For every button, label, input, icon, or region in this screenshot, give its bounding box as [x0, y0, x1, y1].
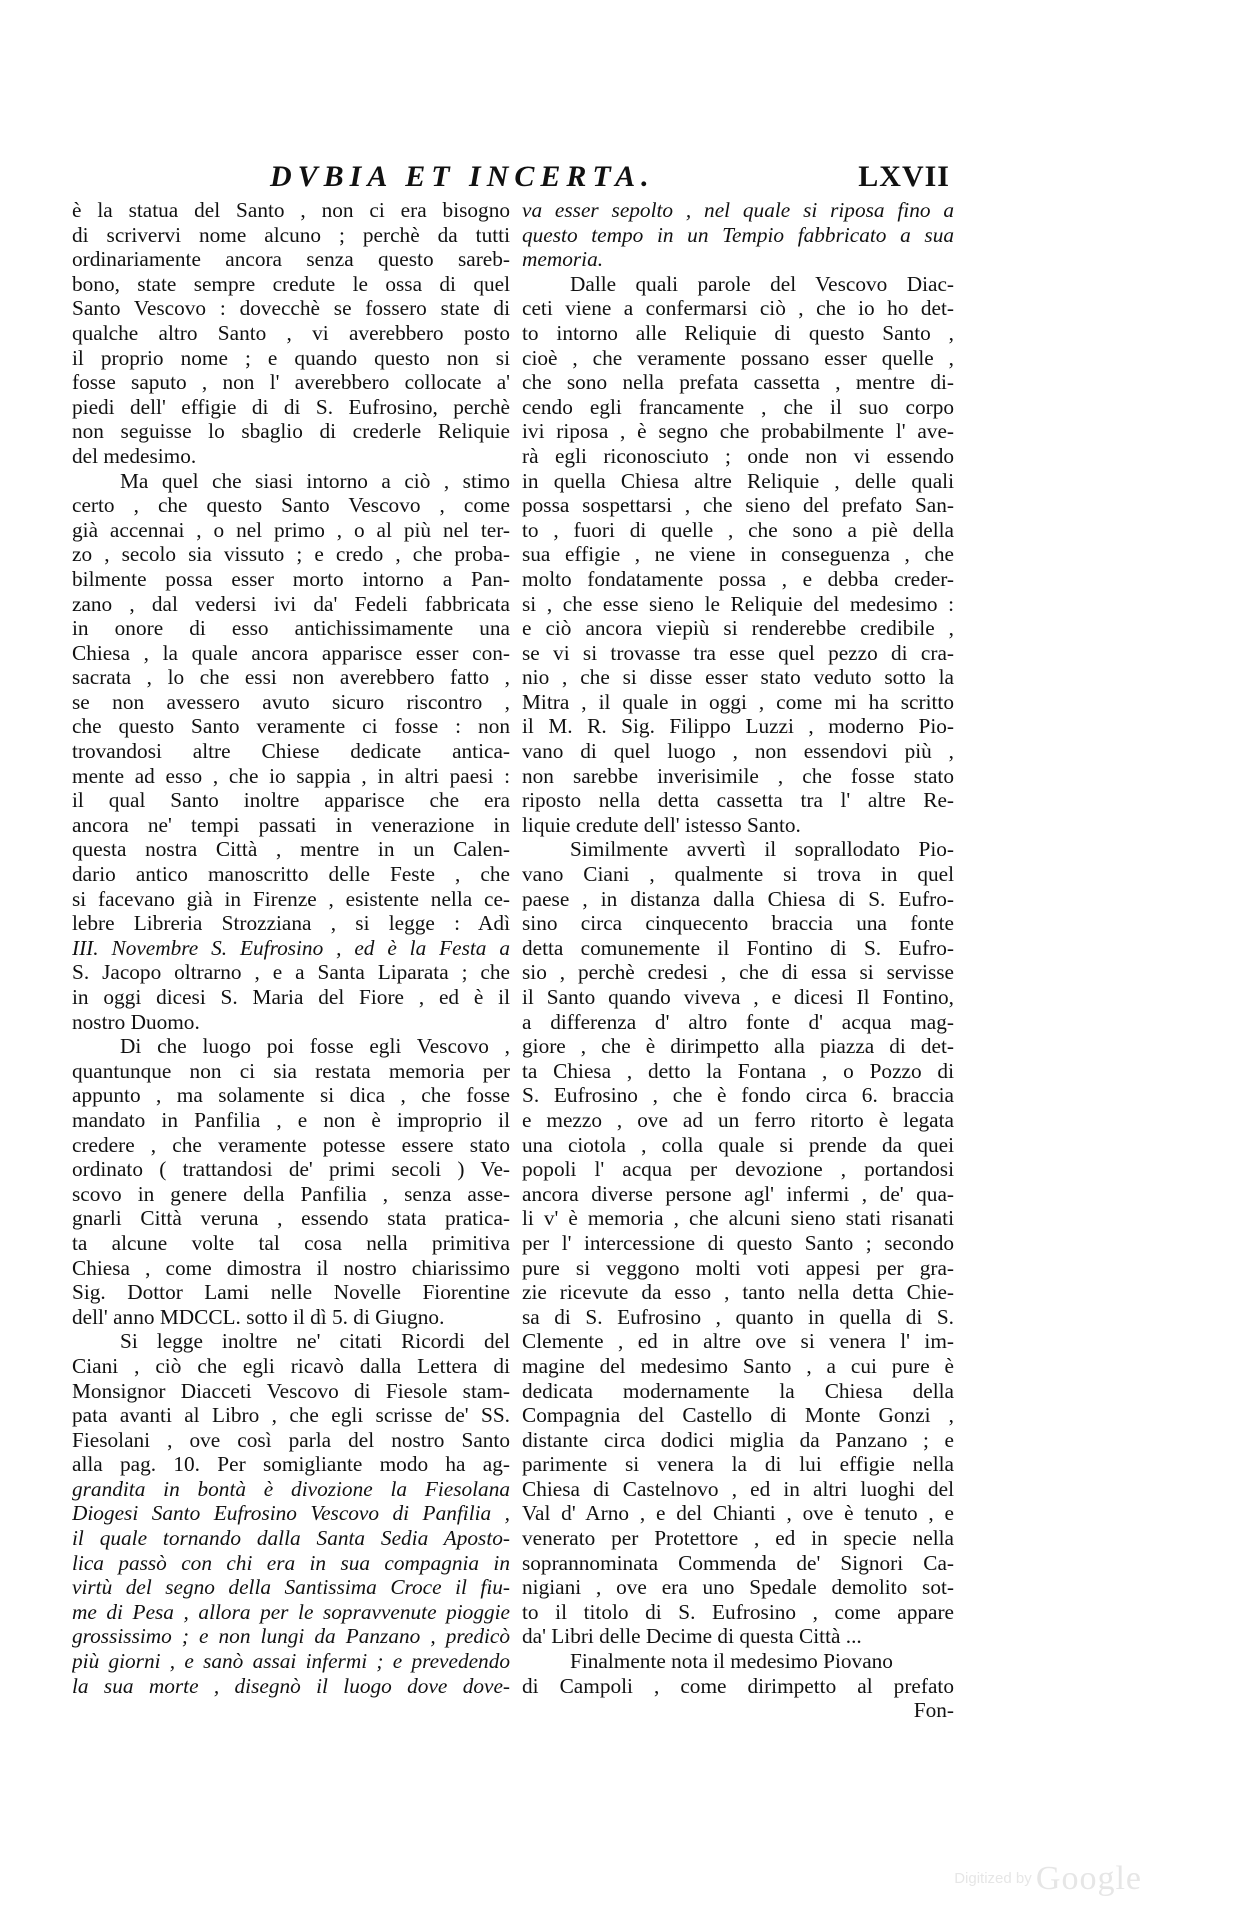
text-line: e mezzo , ove ad un ferro ritorto è legata	[522, 1107, 954, 1132]
text-line: grandita in bontà è divozione la Fiesolana	[72, 1476, 510, 1501]
text-line: se non avessero avuto sicuro riscontro ,	[72, 689, 510, 714]
text-line: ancora ne' tempi passati in venerazione in	[72, 812, 510, 837]
text-line: Santo Vescovo : dovecchè se fossero state di	[72, 296, 510, 321]
text-line: Si legge inoltre ne' citati Ricordi del	[120, 1329, 510, 1354]
text-line: più giorni , e sanò assai infermi ; e prevedendo	[72, 1649, 510, 1674]
text-line: Sig. Dottor Lami nelle Novelle Fiorentine	[72, 1280, 510, 1305]
text-line: Finalmente nota il medesimo Piovano	[570, 1649, 893, 1674]
page-header	[270, 160, 950, 200]
text-line: questa nostra Città , mentre in un Calen-	[72, 837, 510, 862]
text-line: dedicata modernamente la Chiesa della	[522, 1378, 954, 1403]
text-line: Ma quel che siasi intorno a ciò , stimo	[120, 468, 510, 493]
text-line: parimente si venera la di lui effigie nella	[522, 1452, 954, 1477]
text-line: Clemente , ed in altre ove si venera l' im-	[522, 1329, 954, 1354]
text-line: scovo in genere della Panfilia , senza asse-	[72, 1181, 510, 1206]
text-line: Diogesi Santo Eufrosino Vescovo di Panfilia ,	[72, 1501, 510, 1526]
text-line: Fon-	[913, 1698, 954, 1723]
text-line: va esser sepolto , nel quale si riposa fino a	[522, 198, 954, 222]
text-line: zano , dal vedersi ivi da' Fedeli fabbricata	[72, 591, 510, 616]
running-title: DVBIA ET INCERTA.	[270, 160, 655, 193]
text-line: questo tempo in un Tempio fabbricato a sua	[522, 222, 954, 247]
text-line: il M. R. Sig. Filippo Luzzi , moderno Pio-	[522, 714, 954, 739]
text-line: magine del medesimo Santo , a cui pure è	[522, 1353, 954, 1378]
text-line: mente ad esso , che io sappia , in altri paesi :	[72, 763, 510, 788]
text-line: il quale tornando dalla Santa Sedia Aposto-	[72, 1526, 510, 1551]
text-line: paese , in distanza dalla Chiesa di S. Eufro-	[522, 886, 954, 911]
text-line: Dalle quali parole del Vescovo Diac-	[570, 271, 954, 296]
text-line: vano Ciani , qualmente si trova in quel	[522, 862, 954, 887]
text-line: e ciò ancora viepiù si renderebbe credibile ,	[522, 616, 954, 641]
text-line: detta comunemente il Fontino di S. Eufro-	[522, 935, 954, 960]
text-line: popoli l' acqua per devozione , portandosi	[522, 1157, 954, 1182]
text-line: Ciani , ciò che egli ricavò dalla Lettera di	[72, 1353, 510, 1378]
text-line: to , fuori di quelle , che sono a piè della	[522, 517, 954, 542]
text-line: bilmente possa esser morto intorno a Pan-	[72, 566, 510, 591]
text-line: ivi riposa , è segno che probabilmente l' ave-	[522, 419, 954, 444]
text-line: quantunque non ci sia restata memoria per	[72, 1058, 510, 1083]
watermark-brand: Google	[1035, 1860, 1142, 1897]
text-line: soprannominata Commenda de' Signori Ca-	[522, 1550, 954, 1575]
text-line: di scrivervi nome alcuno ; perchè da tutti	[72, 222, 510, 247]
text-line: Chiesa , come dimostra il nostro chiarissimo	[72, 1255, 510, 1280]
text-line: si facevano già in Firenze , esistente nella ce-	[72, 886, 510, 911]
text-line: Similmente avvertì il soprallodato Pio-	[570, 837, 954, 862]
text-line: virtù del segno della Santissima Croce il fiu-	[72, 1575, 510, 1600]
text-line: il qual Santo inoltre apparisce che era	[72, 788, 510, 813]
text-line: non sarebbe inverisimile , che fosse stato	[522, 763, 954, 788]
text-line: del medesimo.	[72, 443, 197, 468]
text-line: in oggi dicesi S. Maria del Fiore , ed è il	[72, 985, 510, 1009]
text-line: ta Chiesa , detto la Fontana , o Pozzo di	[522, 1058, 954, 1083]
text-line: possa sospettarsi , che sieno del prefato San-	[522, 493, 954, 518]
text-line: sino circa cinquecento braccia una fonte	[522, 911, 954, 936]
watermark-prefix: Digitized by	[954, 1869, 1032, 1887]
text-line: certo , che questo Santo Vescovo , come	[72, 493, 510, 518]
text-line: mandato in Panfilia , e non è improprio il	[72, 1107, 510, 1132]
text-line: to il titolo di S. Eufrosino , come appare	[522, 1599, 954, 1624]
text-line: distante circa dodici miglia da Panzano ; e	[522, 1427, 954, 1452]
text-line: Fiesolani , ove così parla del nostro Santo	[72, 1427, 510, 1452]
text-line: la sua morte , disegnò il luogo dove dove-	[72, 1673, 510, 1698]
text-line: gnarli Città veruna , essendo stata pratica-	[72, 1206, 510, 1231]
text-line: zo , secolo sia vissuto ; e credo , che proba-	[72, 542, 510, 567]
text-line: zie ricevute da esso , tanto nella detta Chie-	[522, 1280, 954, 1305]
digitization-watermark	[954, 1860, 1142, 1898]
text-line: il Santo quando viveva , e dicesi Il Fontino,	[522, 985, 954, 1009]
text-line: III. Novembre S. Eufrosino , ed è la Festa a	[72, 935, 510, 960]
text-line: memoria.	[522, 247, 604, 272]
text-line: venerato per Protettore , ed in specie nella	[522, 1526, 954, 1551]
text-line: giore , che è dirimpetto alla piazza di det-	[522, 1034, 954, 1059]
text-line: per l' intercessione di questo Santo ; secondo	[522, 1230, 954, 1255]
text-line: ta alcune volte tal cosa nella primitiva	[72, 1230, 510, 1255]
text-line: Compagnia del Castello di Monte Gonzi ,	[522, 1403, 954, 1428]
text-line: grossissimo ; e non lungi da Panzano , predicò	[72, 1624, 510, 1649]
text-line: sua effigie , ne viene in conseguenza , che	[522, 542, 954, 567]
text-line: che sono nella prefata cassetta , mentre di-	[522, 370, 954, 395]
text-line: già accennai , o nel primo , o al più nel ter-	[72, 517, 510, 542]
text-line: una ciotola , colla quale si prende da quei	[522, 1132, 954, 1157]
text-line: Val d' Arno , e del Chianti , ove è tenuto , e	[522, 1501, 954, 1526]
text-line: non seguisse lo sbaglio di crederle Reliquie	[72, 419, 510, 444]
text-line: ancora diverse persone agl' infermi , de' qua-	[522, 1181, 954, 1206]
text-line: riposto nella detta cassetta tra l' altre Re-	[522, 788, 954, 813]
text-line: dario antico manoscritto delle Feste , che	[72, 862, 510, 887]
text-line: da' Libri delle Decime di questa Città ...	[522, 1624, 862, 1649]
text-line: credere , che veramente potesse essere stato	[72, 1132, 510, 1157]
text-line: dell' anno MDCCL. sotto il dì 5. di Giugno.	[72, 1304, 445, 1329]
text-line: cioè , che veramente possano esser quelle ,	[522, 345, 954, 370]
text-line: alla pag. 10. Per somigliante modo ha ag-	[72, 1452, 510, 1477]
text-line: che questo Santo veramente ci fosse : non	[72, 714, 510, 739]
text-line: a differenza d' altro fonte d' acqua mag-	[522, 1009, 954, 1034]
text-line: in onore di esso antichissimamente una	[72, 616, 510, 641]
text-line: nigiani , ove era uno Spedale demolito sot-	[522, 1575, 954, 1600]
text-line: trovandosi altre Chiese dedicate antica-	[72, 739, 510, 764]
text-line: sio , perchè credesi , che di essa si servisse	[522, 960, 954, 985]
left-text-column	[72, 198, 510, 1698]
text-line: ordinariamente ancora senza questo sareb-	[72, 247, 510, 272]
text-line: nio , che si disse esser stato veduto sotto la	[522, 665, 954, 690]
text-line: piedi dell' effigie di di S. Eufrosino, perchè	[72, 394, 510, 419]
text-line: vano di quel luogo , non essendovi più ,	[522, 739, 954, 764]
text-line: sacrata , lo che essi non averebbero fatto ,	[72, 665, 510, 690]
text-line: Di che luogo poi fosse egli Vescovo ,	[120, 1034, 510, 1059]
text-line: rà egli riconosciuto ; onde non vi essendo	[522, 443, 954, 468]
text-line: si , che esse sieno le Reliquie del medesimo :	[522, 591, 954, 616]
text-line: se vi si trovasse tra esse quel pezzo di cra-	[522, 640, 954, 665]
text-line: Mitra , il quale in oggi , come mi ha scritto	[522, 689, 954, 714]
right-text-column	[522, 198, 954, 1723]
text-line: Monsignor Diacceti Vescovo di Fiesole stam-	[72, 1378, 510, 1403]
text-line: in quella Chiesa altre Reliquie , delle quali	[522, 468, 954, 493]
text-line: Chiesa di Castelnovo , ed in altri luoghi del	[522, 1476, 954, 1501]
text-line: cendo egli francamente , che il suo corpo	[522, 394, 954, 419]
text-line: qualche altro Santo , vi averebbero posto	[72, 320, 510, 345]
text-line: è la statua del Santo , non ci era bisogno	[72, 198, 510, 222]
text-line: to intorno alle Reliquie di questo Santo ,	[522, 320, 954, 345]
text-line: sa di S. Eufrosino , quanto in quella di S.	[522, 1304, 954, 1329]
text-line: me di Pesa , allora per le sopravvenute pioggie	[72, 1599, 510, 1624]
text-line: di Campoli , come dirimpetto al prefato	[522, 1673, 954, 1698]
text-line: nostro Duomo.	[72, 1009, 200, 1034]
text-line: ordinato ( trattandosi de' primi secoli ) Ve-	[72, 1157, 510, 1182]
text-line: fosse saputo , non l' averebbero collocate a'	[72, 370, 510, 395]
page-number: LXVII	[858, 160, 950, 193]
text-line: liquie credute dell' istesso Santo.	[522, 812, 801, 837]
text-line: li v' è memoria , che alcuni sieno stati risanati	[522, 1206, 954, 1231]
text-line: molto fondatamente possa , e debba creder-	[522, 566, 954, 591]
text-line: bono, state sempre credute le ossa di quel	[72, 271, 510, 296]
text-line: pata avanti al Libro , che egli scrisse de' SS.	[72, 1403, 510, 1428]
text-line: lica passò con chi era in sua compagnia in	[72, 1550, 510, 1575]
text-line: appunto , ma solamente si dica , che fosse	[72, 1083, 510, 1108]
text-line: S. Eufrosino , che è fondo circa 6. braccia	[522, 1083, 954, 1108]
text-line: lebre Libreria Strozziana , si legge : Adì	[72, 911, 510, 936]
text-line: Chiesa , la quale ancora apparisce esser con-	[72, 640, 510, 665]
text-line: S. Jacopo oltrarno , e a Santa Liparata ; che	[72, 960, 510, 985]
text-line: il proprio nome ; e quando questo non si	[72, 345, 510, 370]
text-line: ceti viene a confermarsi ciò , che io ho det-	[522, 296, 954, 321]
text-line: pure si veggono molti voti appesi per gra-	[522, 1255, 954, 1280]
